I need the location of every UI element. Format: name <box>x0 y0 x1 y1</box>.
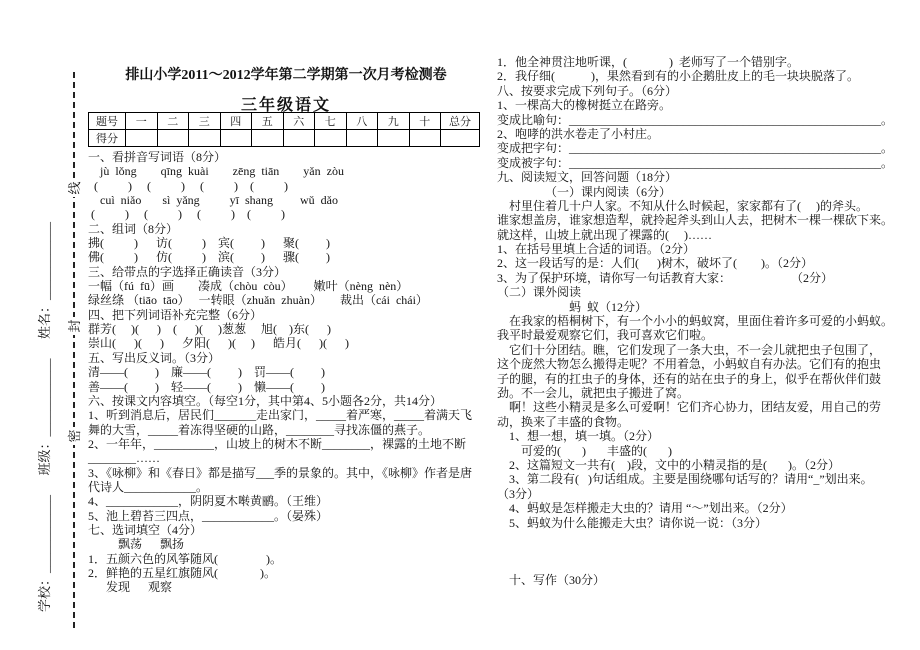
text-line: 代诗人____________。 <box>88 479 209 494</box>
text-line: 舞的大雪，_____着冻得坚硬的山路，________寻找冻僵的燕子。 <box>88 422 431 437</box>
score-cell <box>378 130 410 147</box>
text-line: 四、把下列词语补充完整（6分） <box>88 307 263 322</box>
text-line: 动，换来了丰盛的食物。 <box>497 414 630 429</box>
text-line: 可爱的( ) 丰盛的( ) <box>497 443 672 458</box>
text-line: 绿丝绦 （tiāo tāo） 一转眼（zhuǎn zhuàn） 裁出（cái chái） <box>88 293 428 308</box>
text-line: 五、写出反义词。（3分） <box>88 350 221 365</box>
score-table-header-row <box>89 113 480 130</box>
text-line: 清——( ) 廉——( ) 罚——( ) <box>88 365 325 380</box>
text-line: ( ) ( ) ( ) ( ) <box>88 207 285 222</box>
text-line: 2、这一段话写的是：人们( )树木，破坏了( )。（2分） <box>497 256 813 271</box>
text-line: 一幅（fú fū）画 凑成（chòu còu） 嫩叶（nèng nèn） <box>88 279 409 294</box>
text-line: 4、蚂蚁是怎样搬走大虫的？请用 “～”划出来。（2分） <box>497 501 793 516</box>
text-line: 1．他全神贯注地听课，( ) 老师写了一个错别字。 <box>497 55 799 69</box>
score-header-cell: 四 <box>220 113 252 130</box>
text-line: 劲。不一会儿，就把虫子搬进了窝。 <box>497 385 690 400</box>
student-info-fields: 学校：____________ 班级：____________ 姓名：____________ <box>37 221 52 612</box>
text-line <box>497 544 905 558</box>
text-line: 这个庞然大物怎么搬得走呢？不用着急，小蚂蚁自有办法。它们有的抱虫 <box>497 357 882 372</box>
text-line: 它们十分团结。瞧，它们发现了一条大虫，不一会儿就把虫子包围了， <box>497 342 882 357</box>
text-line: 九、阅读短文，回答问题（18分） <box>497 170 678 185</box>
text-line: 一、看拼音写词语（8分） <box>88 150 227 164</box>
text-line: 变成被字句：____________________________________________________。 <box>497 155 894 170</box>
text-line: 2．鲜艳的五星红旗随风( )。 <box>88 565 276 580</box>
text-line: 群芳( )( ) ( )( )葱葱 旭( )东( ) <box>88 322 331 337</box>
score-header-cell: 八 <box>346 113 378 130</box>
score-cell <box>126 130 158 147</box>
text-line: 蚂 蚁（12分） <box>497 299 648 314</box>
binding-dotted-line <box>73 72 75 628</box>
seal-char: 封 <box>67 317 83 335</box>
text-line: 啊！这些小精灵是多么可爱啊！它们齐心协力，团结友爱，用自己的劳 <box>497 400 882 415</box>
text-line: （一）课内阅读（6分） <box>497 184 672 199</box>
seal-char: 线 <box>67 179 83 197</box>
score-table <box>88 112 480 147</box>
seal-char: 密 <box>67 427 83 445</box>
score-header-cell: 题号 <box>89 113 126 130</box>
text-line: 七、选词填空（4分） <box>88 522 203 537</box>
paper-subtitle: 三年级语文 <box>240 97 331 114</box>
text-line: 1．五颜六色的风筝随风( )。 <box>88 551 282 566</box>
text-line: 3、第二段有( )句话组成。主要是围绕哪句话写的？请用“_”划出来。 <box>497 472 873 487</box>
text-line: （3分） <box>497 486 540 501</box>
left-column <box>88 150 484 595</box>
text-line: 谁家想盖房，谁家想造犁，就拎起斧头到山人去，把树木一棵一棵砍下来。 <box>497 213 894 228</box>
score-cell <box>220 130 252 147</box>
text-line: 八、按要求完成下列句子。（6分） <box>497 83 678 98</box>
text-line <box>497 559 905 573</box>
text-line: 善——( ) 轻——( ) 懒——( ) <box>88 379 325 394</box>
score-cell <box>441 130 480 147</box>
text-line: 1、听到消息后，居民们_______走出家门，_____着严寒，_____着满天飞 <box>88 408 473 423</box>
score-cell <box>252 130 284 147</box>
text-line: 崇山( )( ) 夕阳( )( ) 皓月( )( ) <box>88 336 349 351</box>
text-line: 2、咆哮的洪水卷走了小村庄。 <box>497 126 660 141</box>
score-header-cell: 六 <box>283 113 315 130</box>
score-cell <box>283 130 315 147</box>
score-header-cell: 一 <box>126 113 158 130</box>
text-line: 六、按课文内容填空。（每空1分，其中第4、5小题各2分，共14分） <box>88 393 443 408</box>
text-line: 十、写作（30分） <box>497 573 606 588</box>
score-header-cell: 五 <box>252 113 284 130</box>
score-header-cell: 十 <box>409 113 441 130</box>
score-header-cell: 三 <box>189 113 221 130</box>
text-line: 在我家的梧桐树下，有一个小小的蚂蚁窝，里面住着许多可爱的小蚂蚁。 <box>497 314 894 329</box>
text-line: 就这样，山坡上就出现了裸露的( )…… <box>497 227 712 242</box>
score-cell <box>189 130 221 147</box>
text-line: 3、《咏柳》和《春日》都是描写___季的景象的。其中，《咏柳》作者是唐 <box>88 465 473 480</box>
score-table-score-row <box>89 130 480 147</box>
text-line: 拂( ) 访( ) 宾( ) 聚( ) <box>88 236 330 251</box>
score-cell: 得分 <box>89 130 126 147</box>
text-line: 2、一年年，__________，山坡上的树木不断________，裸露的土地不断 <box>88 436 467 451</box>
text-line: ( ) ( ) ( ) ( ) <box>88 178 288 193</box>
text-line: 佛( ) 仿( ) 滨( ) 骤( ) <box>88 250 330 265</box>
score-cell <box>409 130 441 147</box>
text-line: cuì niǎo sì yǎng yī shang wǔ dǎo <box>88 193 338 208</box>
text-line <box>497 530 905 544</box>
score-cell <box>315 130 347 147</box>
paper-title: 排山小学2011～2012学年第二学期第一次月考检测卷 <box>125 68 447 83</box>
text-line: 1、一棵高大的橡树挺立在路旁。 <box>497 98 672 113</box>
text-line: 1、在括号里填上合适的词语。（2分） <box>497 242 696 257</box>
text-line: 5、蚂蚁为什么能搬走大虫？请你说一说：（3分） <box>497 515 768 530</box>
score-header-cell: 七 <box>315 113 347 130</box>
score-header-cell: 总分 <box>441 113 480 130</box>
score-cell <box>346 130 378 147</box>
text-line: ________…… <box>88 451 160 466</box>
score-header-cell: 九 <box>378 113 410 130</box>
text-line: jù lǒng qīng kuài zēng tiān yǎn zòu <box>88 164 344 179</box>
text-line: 2．我仔细( )，果然看到有的小企鹅肚皮上的毛一块块脱落了。 <box>497 69 859 84</box>
right-column <box>497 55 905 587</box>
text-line: 4、____________，阴阴夏木啭黄鹂。（王维） <box>88 494 329 509</box>
text-line: 1、想一想，填一填。（2分） <box>497 429 660 444</box>
text-line: 三、给带点的字选择正确读音（3分） <box>88 264 287 279</box>
text-line: 2、这篇短文一共有( )段，文中的小精灵指的是( )。（2分） <box>497 457 840 472</box>
text-line: 发现 观察 <box>88 580 173 595</box>
text-line: 3、为了保护环境，请你写一句话教育大家： （2分） <box>497 270 834 285</box>
score-cell <box>157 130 189 147</box>
score-header-cell: 二 <box>157 113 189 130</box>
text-line: 变成把字句：____________________________________________________。 <box>497 141 894 156</box>
text-line: 子的腿，有的扛虫子的身体，还有的站在虫子的身上，似乎在帮伙伴们鼓 <box>497 371 882 386</box>
text-line: 5、池上碧苔三四点，____________。（晏殊） <box>88 508 329 523</box>
text-line: 飘荡 飘扬 <box>88 537 185 552</box>
text-line: （二）课外阅读 <box>497 285 582 300</box>
text-line: 二、组词（8分） <box>88 221 179 236</box>
text-line: 我平时最爱观察它们，我可喜欢它们啦。 <box>497 328 714 343</box>
text-line: 变成比喻句：____________________________________________________。 <box>497 112 894 127</box>
text-line: 村里住着几十户人家。不知从什么时候起，家家都有了( )的斧头。 <box>497 198 868 213</box>
